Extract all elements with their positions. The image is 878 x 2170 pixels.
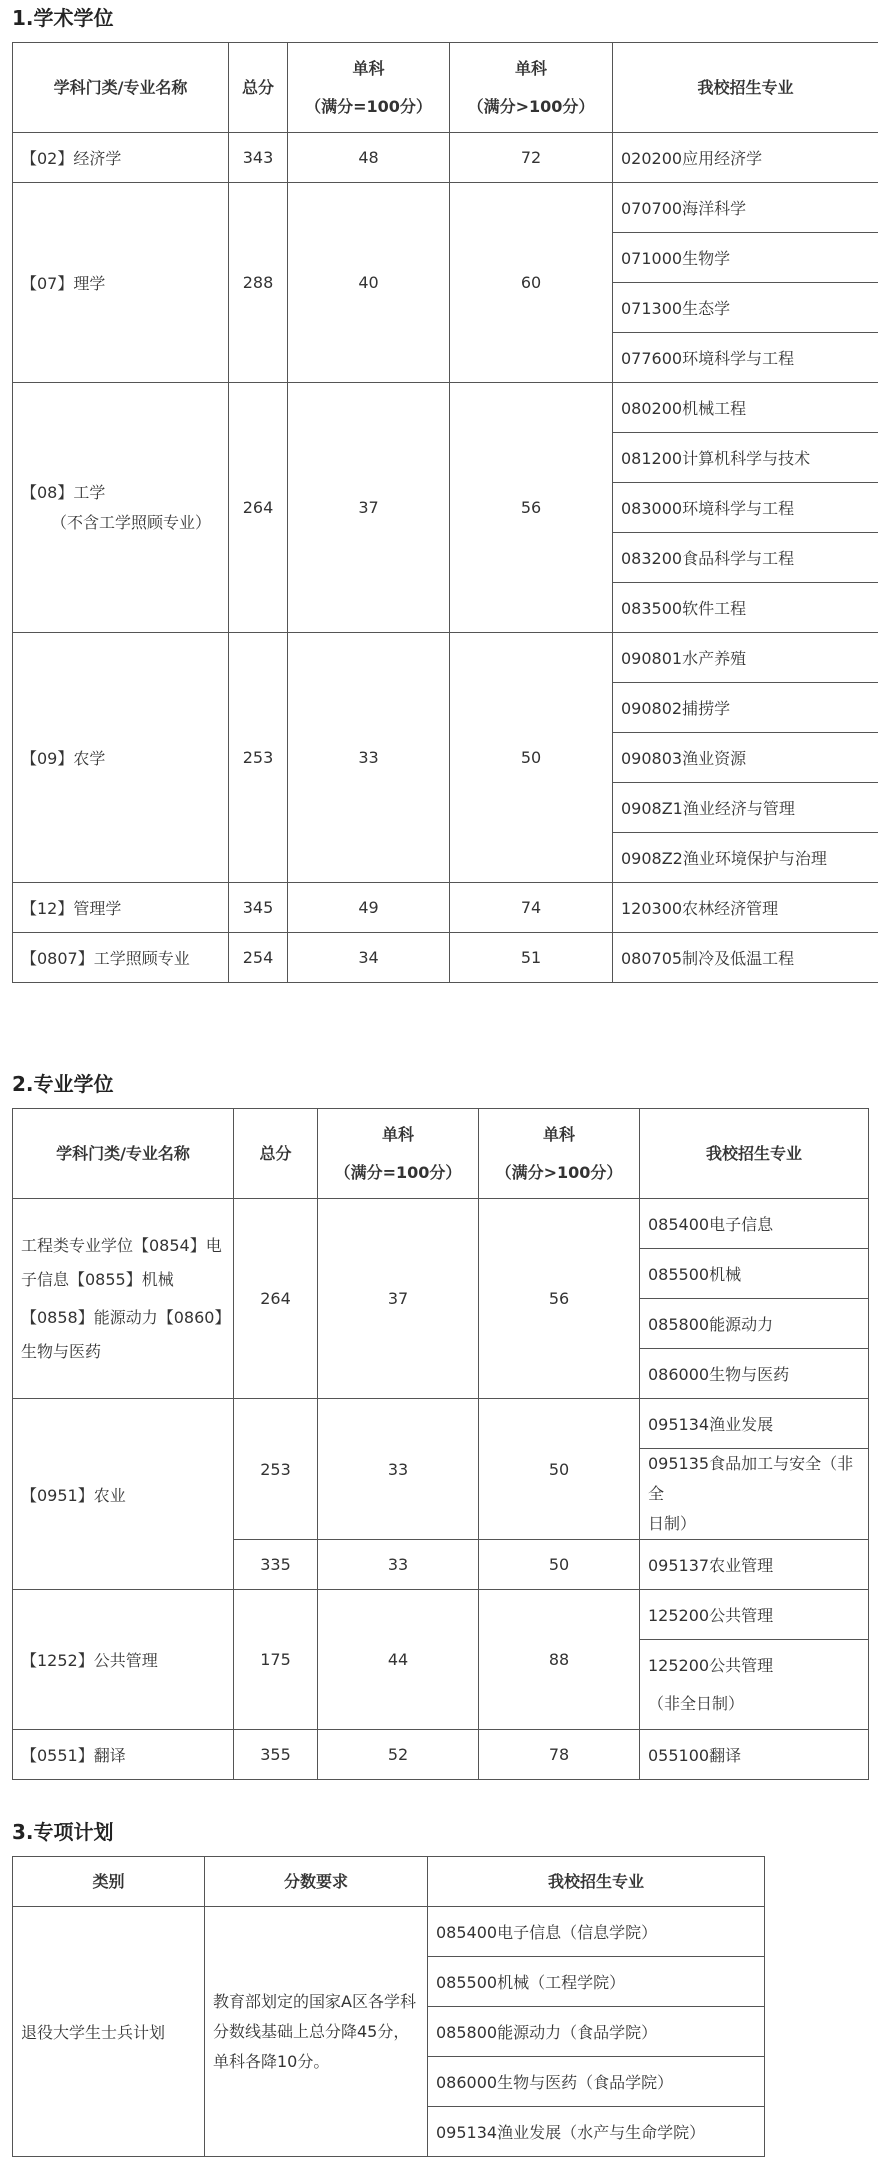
major: 120300农林经济管理 (613, 883, 878, 933)
table-row (13, 183, 878, 233)
single-over-100-score: 72 (450, 133, 613, 183)
table-header-row (13, 43, 878, 133)
major: 125200公共管理 (640, 1590, 869, 1640)
discipline-name: 【1252】公共管理 (13, 1590, 234, 1730)
major: 086000生物与医药 (640, 1349, 869, 1399)
single-over-100-score: 56 (450, 383, 613, 633)
discipline-name: 【08】工学 （不含工学照顾专业） (13, 383, 229, 633)
major: 095135食品加工与安全（非全 日制） (640, 1449, 869, 1540)
major: 090803渔业资源 (613, 733, 878, 783)
total-score: 355 (234, 1730, 318, 1780)
major: 095134渔业发展（水产与生命学院） (428, 2107, 765, 2157)
major: 070700海洋科学 (613, 183, 878, 233)
single-over-100-score: 56 (479, 1199, 640, 1399)
major: 077600环境科学与工程 (613, 333, 878, 383)
major: 080705制冷及低温工程 (613, 933, 878, 983)
single-over-100-score: 88 (479, 1590, 640, 1730)
table-row (13, 883, 878, 933)
single-100-score: 33 (318, 1399, 479, 1540)
table-row (13, 1907, 765, 1957)
discipline-name: 工程类专业学位【0854】电 子信息【0855】机械 【0858】能源动力【0860】 生物与医药 (13, 1199, 234, 1399)
single-over-100-score: 78 (479, 1730, 640, 1780)
discipline-name: 【02】经济学 (13, 133, 229, 183)
major: 080200机械工程 (613, 383, 878, 433)
total-score: 288 (229, 183, 288, 383)
header-majors: 我校招生专业 (640, 1109, 869, 1199)
total-score: 253 (229, 633, 288, 883)
major: 085800能源动力 (640, 1299, 869, 1349)
table-row (13, 1199, 869, 1249)
total-score: 264 (229, 383, 288, 633)
header-total: 总分 (229, 43, 288, 133)
header-score-requirement: 分数要求 (205, 1857, 428, 1907)
table-row (13, 133, 878, 183)
header-category: 类别 (13, 1857, 205, 1907)
header-majors: 我校招生专业 (428, 1857, 765, 1907)
header-discipline: 学科门类/专业名称 (13, 43, 229, 133)
discipline-name: 【0807】工学照顾专业 (13, 933, 229, 983)
major: 095134渔业发展 (640, 1399, 869, 1449)
major: 055100翻译 (640, 1730, 869, 1780)
single-100-score: 48 (288, 133, 450, 183)
major: 085500机械 (640, 1249, 869, 1299)
major: 125200公共管理 （非全日制） (640, 1640, 869, 1730)
single-100-score: 52 (318, 1730, 479, 1780)
single-over-100-score: 74 (450, 883, 613, 933)
major: 020200应用经济学 (613, 133, 878, 183)
table-row (13, 1590, 869, 1640)
major: 083500软件工程 (613, 583, 878, 633)
table-row (13, 1399, 869, 1449)
single-over-100-score: 50 (479, 1540, 640, 1590)
table-row (13, 383, 878, 433)
section-title-academic: 1.学术学位 (12, 6, 114, 30)
single-100-score: 34 (288, 933, 450, 983)
total-score: 253 (234, 1399, 318, 1540)
discipline-name: 【0551】翻译 (13, 1730, 234, 1780)
academic-degree-table (12, 42, 878, 983)
major: 0908Z1渔业经济与管理 (613, 783, 878, 833)
major: 085400电子信息 (640, 1199, 869, 1249)
major: 085500机械（工程学院） (428, 1957, 765, 2007)
single-100-score: 44 (318, 1590, 479, 1730)
category-name: 退役大学生士兵计划 (13, 1907, 205, 2157)
table-row (13, 633, 878, 683)
single-over-100-score: 51 (450, 933, 613, 983)
single-100-score: 37 (318, 1199, 479, 1399)
total-score: 343 (229, 133, 288, 183)
header-single-over-100: 单科 （满分>100分） (450, 43, 613, 133)
single-100-score: 40 (288, 183, 450, 383)
single-100-score: 37 (288, 383, 450, 633)
section-title-professional: 2.专业学位 (12, 1072, 114, 1096)
major: 083200食品科学与工程 (613, 533, 878, 583)
single-over-100-score: 50 (479, 1399, 640, 1540)
special-plan-table (12, 1856, 765, 2157)
table-row (13, 1730, 869, 1780)
major: 083000环境科学与工程 (613, 483, 878, 533)
professional-degree-table (12, 1108, 869, 1780)
header-majors: 我校招生专业 (613, 43, 878, 133)
major: 095137农业管理 (640, 1540, 869, 1590)
discipline-name: 【09】农学 (13, 633, 229, 883)
single-100-score: 33 (288, 633, 450, 883)
major: 090802捕捞学 (613, 683, 878, 733)
header-discipline: 学科门类/专业名称 (13, 1109, 234, 1199)
discipline-name: 【07】理学 (13, 183, 229, 383)
section-title-special-plan: 3.专项计划 (12, 1820, 114, 1844)
discipline-name: 【0951】农业 (13, 1399, 234, 1590)
score-requirement: 教育部划定的国家A区各学科 分数线基础上总分降45分， 单科各降10分。 (205, 1907, 428, 2157)
header-single-100: 单科 （满分=100分） (288, 43, 450, 133)
major: 085800能源动力（食品学院） (428, 2007, 765, 2057)
discipline-name: 【12】管理学 (13, 883, 229, 933)
total-score: 264 (234, 1199, 318, 1399)
major: 085400电子信息（信息学院） (428, 1907, 765, 1957)
table-header-row (13, 1857, 765, 1907)
header-total: 总分 (234, 1109, 318, 1199)
total-score: 345 (229, 883, 288, 933)
major: 086000生物与医药（食品学院） (428, 2057, 765, 2107)
table-row (13, 933, 878, 983)
header-single-100: 单科 （满分=100分） (318, 1109, 479, 1199)
total-score: 335 (234, 1540, 318, 1590)
major: 071000生物学 (613, 233, 878, 283)
major: 081200计算机科学与技术 (613, 433, 878, 483)
single-over-100-score: 60 (450, 183, 613, 383)
total-score: 254 (229, 933, 288, 983)
single-100-score: 49 (288, 883, 450, 933)
single-100-score: 33 (318, 1540, 479, 1590)
major: 071300生态学 (613, 283, 878, 333)
table-header-row (13, 1109, 869, 1199)
major: 090801水产养殖 (613, 633, 878, 683)
total-score: 175 (234, 1590, 318, 1730)
header-single-over-100: 单科 （满分>100分） (479, 1109, 640, 1199)
major: 0908Z2渔业环境保护与治理 (613, 833, 878, 883)
single-over-100-score: 50 (450, 633, 613, 883)
